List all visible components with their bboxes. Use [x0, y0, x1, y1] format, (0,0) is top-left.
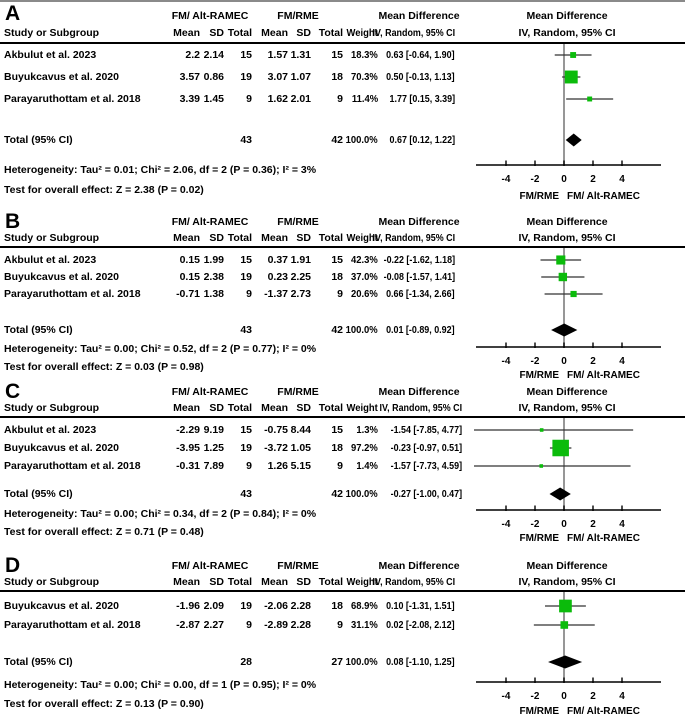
forest-plot-d	[455, 554, 685, 727]
cell-total1: 19	[240, 600, 252, 612]
cell-total2: 9	[337, 93, 343, 105]
cell-sd2: 1.05	[290, 442, 311, 454]
study-column-header: Study or Subgroup	[4, 576, 100, 588]
group2-header: FM/RME	[277, 10, 319, 22]
overall-effect-text: Test for overall effect: Z = 2.38 (P = 0.02)	[4, 184, 204, 196]
x-tick-label: -4	[501, 174, 511, 185]
x-tick-label: 4	[619, 356, 625, 367]
forest-plot-c	[455, 380, 685, 554]
col-header-g2-total: Total	[318, 576, 343, 588]
group2-header: FM/RME	[277, 216, 319, 228]
panel-label: B	[5, 210, 21, 233]
cell-mean2: 0.23	[267, 271, 288, 283]
heterogeneity-text: Heterogeneity: Tau² = 0.01; Chi² = 2.06, df = 2 (P = 0.36); I² = 3%	[4, 164, 317, 176]
total-ci: -0.27 [-1.00, 0.47]	[390, 488, 462, 500]
plot-method-label: IV, Random, 95% CI	[518, 232, 616, 244]
cell-mean1: 0.15	[179, 271, 200, 283]
study-name: Buyukcavus et al. 2020	[4, 600, 119, 612]
cell-ci: -1.57 [-7.73, 4.59]	[390, 460, 462, 472]
cell-total2: 18	[331, 442, 343, 454]
total-n1: 43	[240, 324, 252, 336]
group2-header: FM/RME	[277, 560, 319, 572]
plot-title: Mean Difference	[526, 560, 608, 572]
effect-square	[570, 291, 576, 297]
col-header-weight: Weight	[346, 402, 378, 414]
col-header-g1-mean: Mean	[173, 576, 200, 588]
col-header-g2-mean: Mean	[261, 576, 288, 588]
cell-mean2: -1.37	[264, 288, 288, 300]
favours-left-label: FM/RME	[519, 533, 559, 544]
cell-total1: 9	[246, 288, 252, 300]
cell-sd2: 1.07	[290, 71, 311, 83]
cell-ci: 0.63 [-0.64, 1.90]	[386, 49, 455, 61]
col-header-g2-mean: Mean	[261, 27, 288, 39]
cell-ci: 1.77 [0.15, 3.39]	[389, 93, 455, 105]
study-name: Buyukcavus et al. 2020	[4, 442, 119, 454]
plot-title: Mean Difference	[526, 216, 608, 228]
total-label: Total (95% CI)	[4, 488, 73, 500]
cell-mean1: -2.87	[176, 619, 200, 631]
total-n2: 42	[331, 134, 343, 146]
x-tick-label: 2	[590, 691, 596, 702]
cell-mean1: -1.96	[176, 600, 200, 612]
cell-weight: 20.6%	[351, 288, 378, 300]
cell-total2: 18	[331, 71, 343, 83]
cell-ci: 0.10 [-1.31, 1.51]	[386, 600, 455, 612]
study-column-header: Study or Subgroup	[4, 232, 100, 244]
x-tick-label: -4	[501, 356, 511, 367]
cell-mean1: 3.39	[179, 93, 200, 105]
x-tick-label: -2	[530, 519, 540, 530]
panel-c	[0, 380, 685, 554]
col-header-g1-sd: SD	[209, 402, 224, 414]
cell-total2: 15	[331, 424, 343, 436]
effect-square	[559, 600, 572, 613]
total-n1: 43	[240, 488, 252, 500]
total-diamond	[566, 134, 582, 147]
effect-column-title: Mean Difference	[378, 216, 460, 228]
cell-sd1: 1.25	[203, 442, 224, 454]
study-name: Buyukcavus et al. 2020	[4, 71, 119, 83]
col-header-g1-total: Total	[227, 232, 252, 244]
cell-weight: 11.4%	[351, 93, 378, 105]
col-header-effect: IV, Random, 95% CI	[372, 232, 455, 244]
cell-weight: 97.2%	[351, 442, 378, 454]
col-header-g2-total: Total	[318, 27, 343, 39]
cell-mean1: 2.2	[185, 49, 200, 61]
effect-square	[565, 71, 578, 84]
cell-sd2: 5.15	[290, 460, 311, 472]
col-header-weight: Weight	[346, 576, 378, 588]
cell-total2: 9	[337, 460, 343, 472]
cell-sd1: 2.14	[203, 49, 224, 61]
col-header-g2-mean: Mean	[261, 402, 288, 414]
x-tick-label: 4	[619, 691, 625, 702]
total-n1: 28	[240, 656, 252, 668]
heterogeneity-text: Heterogeneity: Tau² = 0.00; Chi² = 0.52, df = 2 (P = 0.77); I² = 0%	[4, 343, 317, 355]
col-header-g2-total: Total	[318, 402, 343, 414]
cell-weight: 70.3%	[351, 71, 378, 83]
col-header-weight: Weight	[346, 232, 378, 244]
cell-sd1: 1.45	[203, 93, 224, 105]
cell-mean1: -3.95	[176, 442, 200, 454]
group1-header: FM/ Alt-RAMEC	[171, 560, 249, 572]
total-n1: 43	[240, 134, 252, 146]
x-tick-label: 2	[590, 356, 596, 367]
col-header-g2-total: Total	[318, 232, 343, 244]
favours-right-label: FM/ Alt-RAMEC	[567, 191, 640, 202]
effect-square	[560, 621, 568, 629]
col-header-g2-sd: SD	[296, 232, 311, 244]
effect-square	[539, 464, 543, 468]
cell-sd2: 2.01	[290, 93, 311, 105]
favours-right-label: FM/ Alt-RAMEC	[567, 533, 640, 544]
total-n2: 27	[331, 656, 343, 668]
cell-total2: 9	[337, 619, 343, 631]
study-name: Akbulut et al. 2023	[4, 49, 97, 61]
study-name: Akbulut et al. 2023	[4, 424, 97, 436]
col-header-g2-sd: SD	[296, 576, 311, 588]
group1-header: FM/ Alt-RAMEC	[171, 216, 249, 228]
x-tick-label: -4	[501, 691, 511, 702]
col-header-effect: IV, Random, 95% CI	[372, 576, 455, 588]
plot-title: Mean Difference	[526, 386, 608, 398]
effect-square	[587, 97, 592, 102]
cell-mean2: 0.37	[267, 254, 288, 266]
cell-total1: 9	[246, 460, 252, 472]
favours-left-label: FM/RME	[519, 706, 559, 717]
favours-right-label: FM/ Alt-RAMEC	[567, 706, 640, 717]
cell-mean1: -0.31	[176, 460, 200, 472]
study-name: Parayaruthottam et al. 2018	[4, 288, 141, 300]
cell-total2: 15	[331, 254, 343, 266]
cell-total1: 19	[240, 442, 252, 454]
col-header-effect: IV, Random, 95% CI	[372, 27, 455, 39]
plot-method-label: IV, Random, 95% CI	[518, 402, 616, 414]
col-header-g2-sd: SD	[296, 402, 311, 414]
col-header-g2-mean: Mean	[261, 232, 288, 244]
cell-mean2: -2.06	[264, 600, 288, 612]
cell-sd2: 8.44	[290, 424, 311, 436]
study-name: Akbulut et al. 2023	[4, 254, 97, 266]
cell-sd2: 1.91	[290, 254, 311, 266]
effect-column-title: Mean Difference	[378, 10, 460, 22]
total-diamond	[551, 324, 577, 337]
cell-total1: 9	[246, 93, 252, 105]
cell-sd1: 1.99	[203, 254, 224, 266]
panel-label: C	[5, 380, 21, 403]
cell-mean1: 3.57	[179, 71, 200, 83]
cell-total1: 19	[240, 271, 252, 283]
total-n2: 42	[331, 324, 343, 336]
col-header-g1-mean: Mean	[173, 27, 200, 39]
cell-total1: 19	[240, 71, 252, 83]
col-header-weight: Weight	[346, 27, 378, 39]
cell-weight: 31.1%	[351, 619, 378, 631]
total-weight: 100.0%	[345, 134, 378, 146]
heterogeneity-text: Heterogeneity: Tau² = 0.00; Chi² = 0.00, df = 1 (P = 0.95); I² = 0%	[4, 679, 317, 691]
col-header-g1-total: Total	[227, 402, 252, 414]
x-tick-label: -2	[530, 691, 540, 702]
x-tick-label: 0	[561, 691, 567, 702]
col-header-g1-sd: SD	[209, 27, 224, 39]
cell-mean2: 1.26	[267, 460, 288, 472]
total-weight: 100.0%	[345, 324, 378, 336]
cell-total2: 18	[331, 271, 343, 283]
cell-mean1: 0.15	[179, 254, 200, 266]
cell-ci: -1.54 [-7.85, 4.77]	[390, 424, 462, 436]
study-name: Buyukcavus et al. 2020	[4, 271, 119, 283]
col-header-g1-total: Total	[227, 576, 252, 588]
col-header-g1-total: Total	[227, 27, 252, 39]
cell-ci: -0.22 [-1.62, 1.18]	[383, 254, 455, 266]
heterogeneity-text: Heterogeneity: Tau² = 0.00; Chi² = 0.34, df = 2 (P = 0.84); I² = 0%	[4, 508, 317, 520]
x-tick-label: 0	[561, 174, 567, 185]
total-label: Total (95% CI)	[4, 656, 73, 668]
x-tick-label: -2	[530, 174, 540, 185]
x-tick-label: 4	[619, 519, 625, 530]
overall-effect-text: Test for overall effect: Z = 0.13 (P = 0.90)	[4, 698, 204, 710]
cell-ci: 0.02 [-2.08, 2.12]	[386, 619, 455, 631]
forest-plot-a	[455, 2, 685, 210]
cell-mean2: 1.57	[267, 49, 288, 61]
overall-effect-text: Test for overall effect: Z = 0.03 (P = 0.98)	[4, 361, 204, 373]
favours-left-label: FM/RME	[519, 191, 559, 202]
cell-sd2: 2.28	[290, 600, 311, 612]
plot-method-label: IV, Random, 95% CI	[518, 576, 616, 588]
group1-header: FM/ Alt-RAMEC	[171, 10, 249, 22]
cell-total1: 15	[240, 49, 252, 61]
cell-ci: 0.66 [-1.34, 2.66]	[386, 288, 455, 300]
cell-weight: 37.0%	[351, 271, 378, 283]
x-tick-label: -4	[501, 519, 511, 530]
col-header-g1-sd: SD	[209, 232, 224, 244]
group2-header: FM/RME	[277, 386, 319, 398]
effect-square	[559, 273, 567, 281]
cell-sd2: 2.28	[290, 619, 311, 631]
panel-a	[0, 2, 685, 210]
overall-effect-text: Test for overall effect: Z = 0.71 (P = 0.48)	[4, 526, 204, 538]
cell-sd1: 0.86	[203, 71, 224, 83]
study-column-header: Study or Subgroup	[4, 402, 100, 414]
panel-d	[0, 554, 685, 727]
x-tick-label: -2	[530, 356, 540, 367]
cell-weight: 1.4%	[356, 460, 378, 472]
total-weight: 100.0%	[345, 656, 378, 668]
total-ci: 0.67 [0.12, 1.22]	[389, 134, 455, 146]
effect-square	[556, 255, 565, 264]
col-header-g2-sd: SD	[296, 27, 311, 39]
total-n2: 42	[331, 488, 343, 500]
cell-sd2: 2.73	[290, 288, 311, 300]
panel-b	[0, 210, 685, 380]
cell-weight: 1.3%	[356, 424, 378, 436]
cell-total1: 9	[246, 619, 252, 631]
col-header-g1-mean: Mean	[173, 402, 200, 414]
panel-label: A	[5, 2, 21, 25]
total-diamond	[548, 656, 582, 669]
cell-mean2: 1.62	[267, 93, 288, 105]
col-header-effect: IV, Random, 95% CI	[379, 402, 462, 414]
cell-total2: 15	[331, 49, 343, 61]
cell-mean2: -3.72	[264, 442, 288, 454]
col-header-g1-mean: Mean	[173, 232, 200, 244]
total-diamond	[550, 488, 571, 501]
x-tick-label: 2	[590, 519, 596, 530]
cell-mean2: 3.07	[267, 71, 288, 83]
total-ci: 0.01 [-0.89, 0.92]	[386, 324, 455, 336]
x-tick-label: 4	[619, 174, 625, 185]
plot-title: Mean Difference	[526, 10, 608, 22]
total-label: Total (95% CI)	[4, 324, 73, 336]
forest-plot-b	[455, 210, 685, 380]
cell-weight: 68.9%	[351, 600, 378, 612]
x-tick-label: 2	[590, 174, 596, 185]
cell-weight: 42.3%	[351, 254, 378, 266]
panel-label: D	[5, 554, 21, 577]
cell-sd1: 2.09	[203, 600, 224, 612]
cell-total2: 9	[337, 288, 343, 300]
effect-square	[570, 52, 576, 58]
x-tick-label: 0	[561, 356, 567, 367]
cell-ci: 0.50 [-0.13, 1.13]	[386, 71, 455, 83]
total-label: Total (95% CI)	[4, 134, 73, 146]
cell-sd1: 9.19	[203, 424, 224, 436]
study-name: Parayaruthottam et al. 2018	[4, 619, 141, 631]
total-ci: 0.08 [-1.10, 1.25]	[386, 656, 455, 668]
total-weight: 100.0%	[345, 488, 378, 500]
study-name: Parayaruthottam et al. 2018	[4, 93, 141, 105]
cell-sd1: 7.89	[203, 460, 224, 472]
effect-column-title: Mean Difference	[378, 386, 460, 398]
group1-header: FM/ Alt-RAMEC	[171, 386, 249, 398]
cell-sd2: 2.25	[290, 271, 311, 283]
x-tick-label: 0	[561, 519, 567, 530]
cell-total1: 15	[240, 254, 252, 266]
favours-left-label: FM/RME	[519, 370, 559, 381]
cell-mean1: -0.71	[176, 288, 200, 300]
cell-sd2: 1.31	[290, 49, 311, 61]
cell-total2: 18	[331, 600, 343, 612]
cell-total1: 15	[240, 424, 252, 436]
effect-square	[540, 428, 544, 432]
favours-right-label: FM/ Alt-RAMEC	[567, 370, 640, 381]
cell-sd1: 1.38	[203, 288, 224, 300]
study-column-header: Study or Subgroup	[4, 27, 100, 39]
cell-mean1: -2.29	[176, 424, 200, 436]
cell-ci: -0.23 [-0.97, 0.51]	[390, 442, 462, 454]
cell-weight: 18.3%	[351, 49, 378, 61]
cell-sd1: 2.27	[203, 619, 224, 631]
effect-column-title: Mean Difference	[378, 560, 460, 572]
study-name: Parayaruthottam et al. 2018	[4, 460, 141, 472]
effect-square	[552, 440, 569, 457]
cell-mean2: -0.75	[264, 424, 288, 436]
cell-ci: -0.08 [-1.57, 1.41]	[383, 271, 455, 283]
plot-method-label: IV, Random, 95% CI	[518, 27, 616, 39]
col-header-g1-sd: SD	[209, 576, 224, 588]
cell-sd1: 2.38	[203, 271, 224, 283]
cell-mean2: -2.89	[264, 619, 288, 631]
